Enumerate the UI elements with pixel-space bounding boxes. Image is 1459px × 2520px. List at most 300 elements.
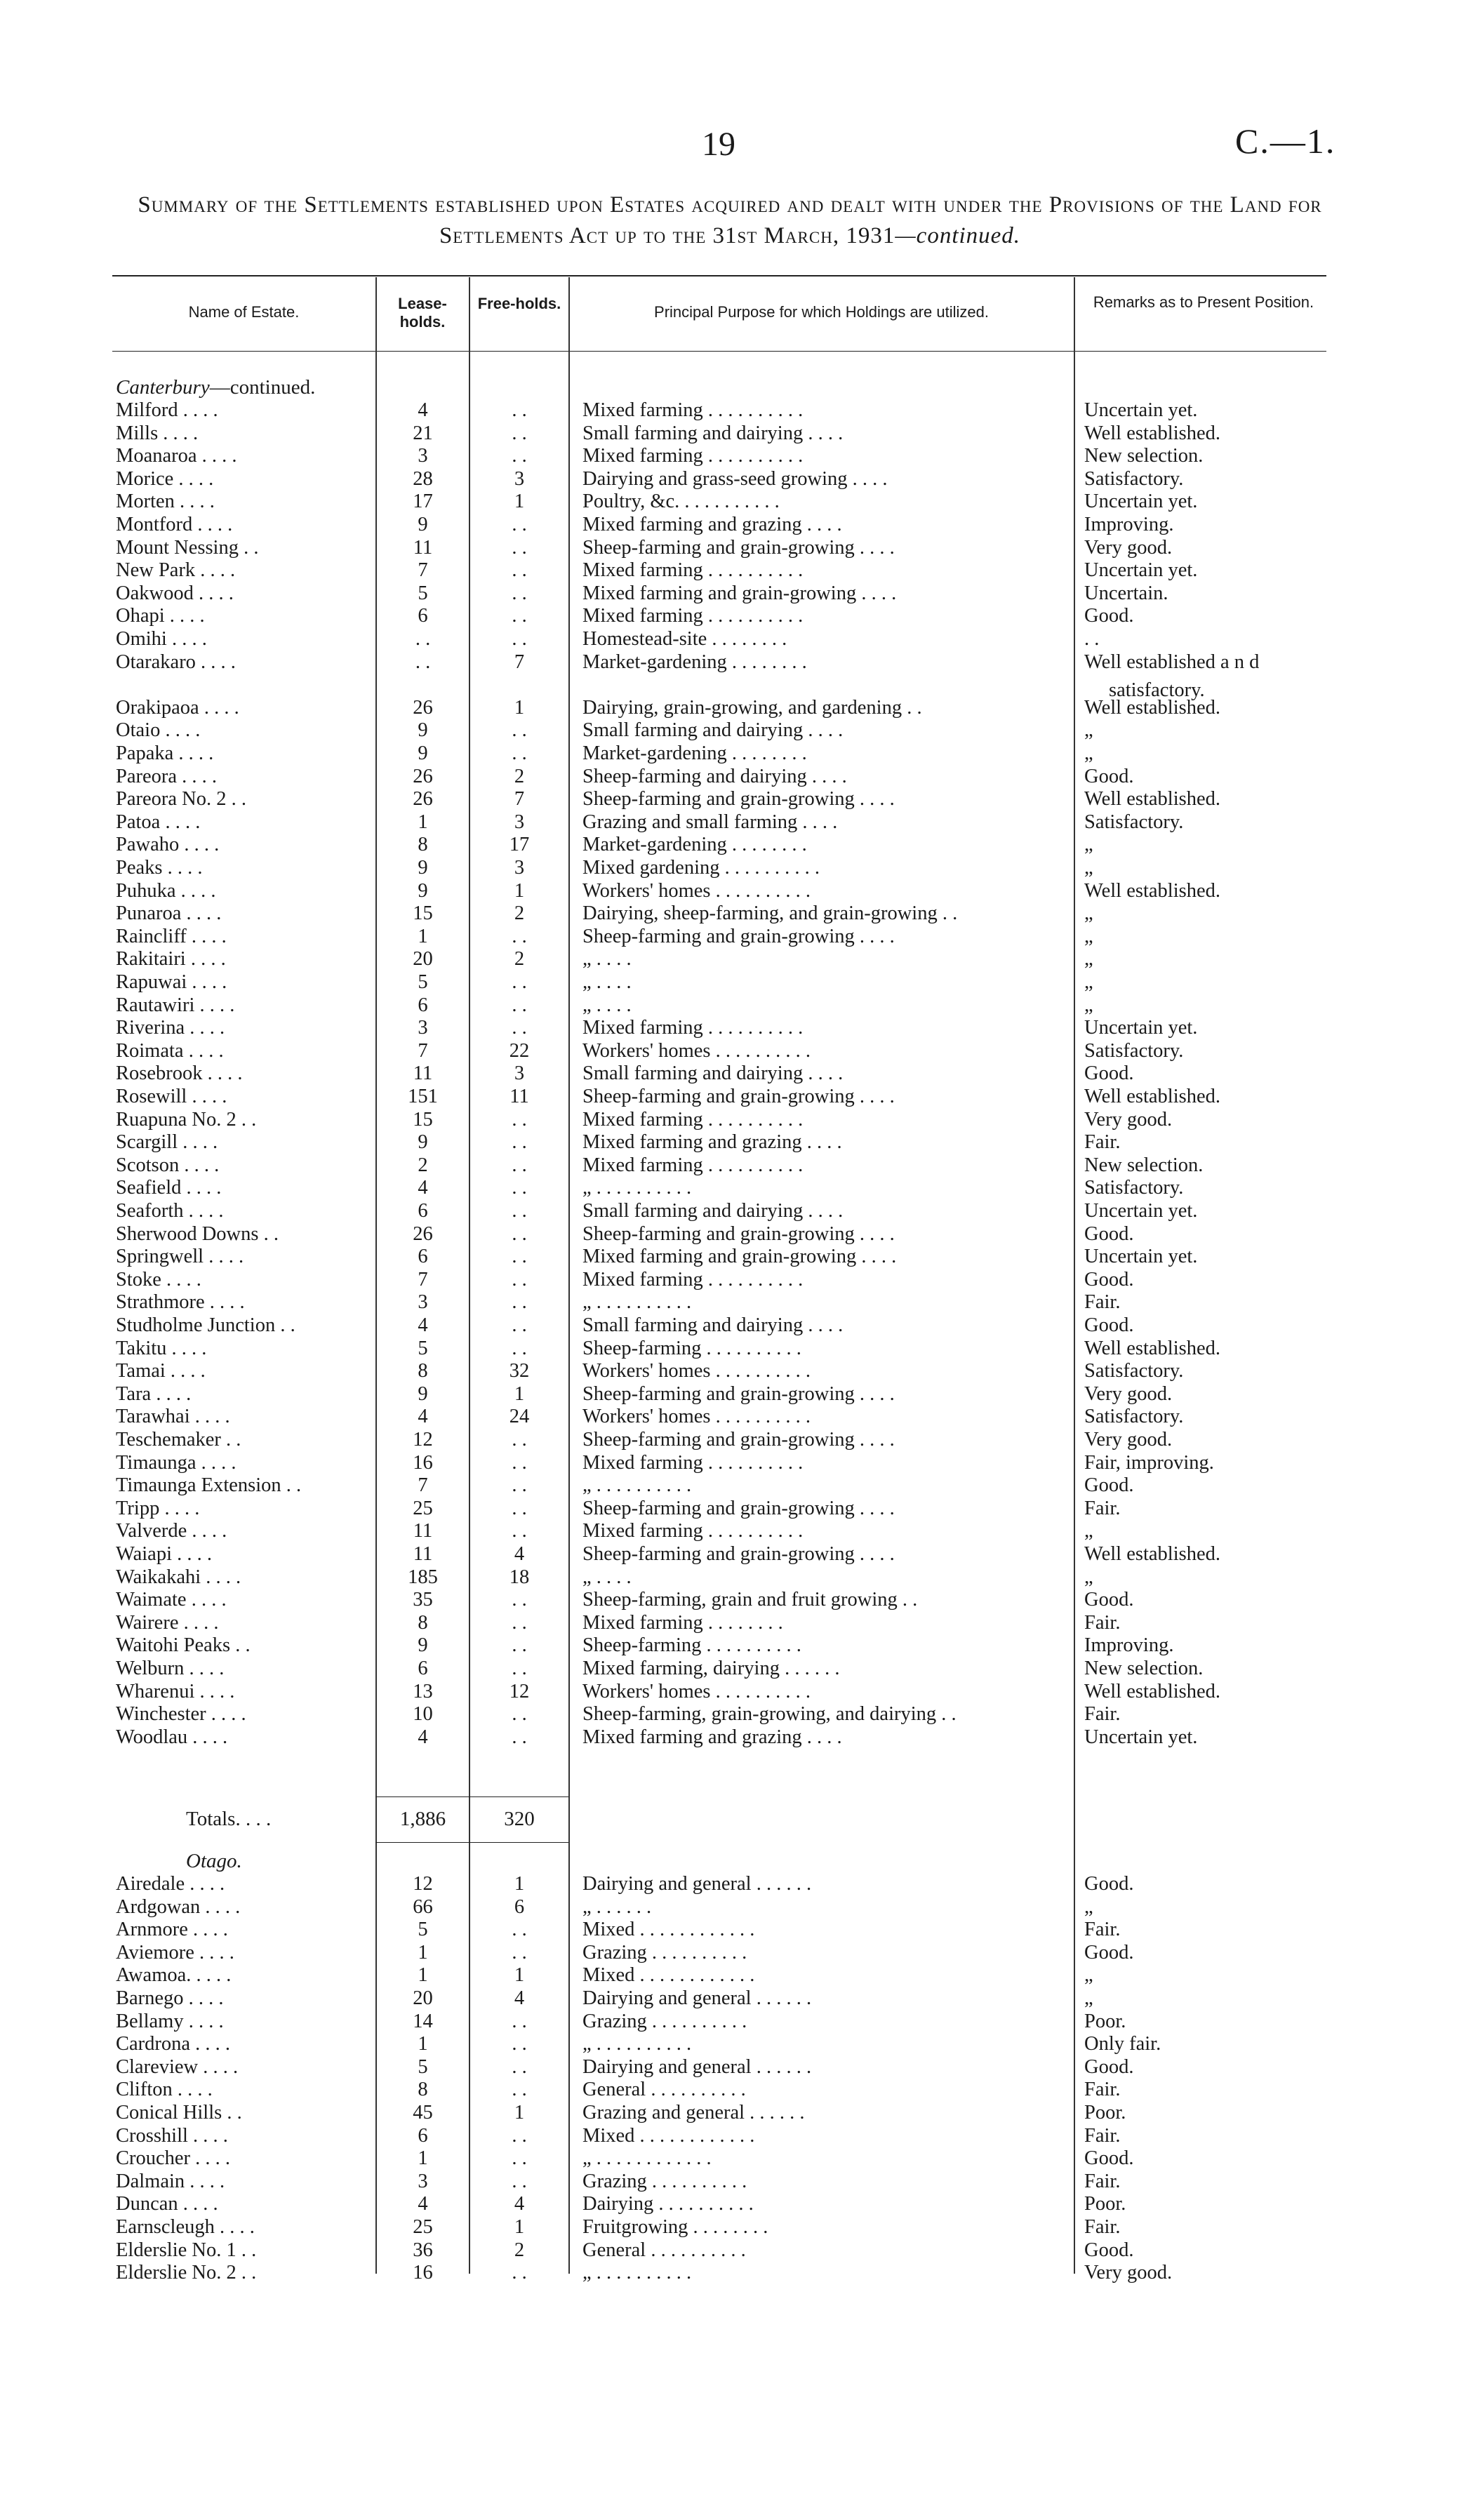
present-position-remark: Improving.	[1084, 514, 1174, 535]
freeholds-count: 3	[514, 1062, 525, 1085]
principal-purpose: Mixed farming . . . . . . . . . .	[582, 559, 804, 582]
present-position-remark: Satisfactory.	[1084, 1360, 1184, 1382]
freeholds-count: . .	[512, 628, 527, 650]
freeholds-count: 1	[514, 2102, 525, 2124]
leaseholds-count: 3	[418, 1017, 428, 1039]
present-position-remark: Fair.	[1084, 2124, 1121, 2147]
freeholds-count: . .	[512, 1726, 527, 1748]
freeholds-count: . .	[512, 514, 527, 535]
present-position-remark: Very good.	[1084, 2262, 1173, 2284]
estate-name: Mills . . . .	[116, 422, 199, 444]
estate-name: Roimata . . . .	[116, 1039, 224, 1062]
estate-name: Crosshill . . . .	[116, 2124, 228, 2147]
present-position-remark: Good.	[1084, 1873, 1134, 1895]
principal-purpose: Grazing . . . . . . . . . .	[582, 1941, 747, 1964]
freeholds-count: . .	[512, 1291, 527, 1314]
estate-name: Montford . . . .	[116, 514, 233, 535]
freeholds-count: 3	[514, 857, 525, 879]
estate-name: Tarawhai . . . .	[116, 1406, 230, 1428]
freeholds-count: . .	[512, 1474, 527, 1497]
freeholds-count: . .	[512, 1497, 527, 1519]
remark-continuation: satisfactory.	[1109, 679, 1205, 701]
leaseholds-count: 1	[418, 2147, 428, 2170]
freeholds-count: . .	[512, 536, 527, 559]
present-position-remark: Good.	[1084, 1941, 1134, 1964]
present-position-remark: Fair.	[1084, 2216, 1121, 2238]
header-freeholds: Free-holds.	[477, 295, 561, 312]
leaseholds-count: 8	[418, 834, 428, 856]
present-position-remark: Very good.	[1084, 536, 1173, 559]
leaseholds-count: 5	[418, 582, 428, 604]
leaseholds-count: 26	[413, 696, 433, 719]
principal-purpose: „ . . . .	[582, 1566, 632, 1588]
principal-purpose: Sheep-farming . . . . . . . . . .	[582, 1634, 801, 1657]
estate-name: Rosewill . . . .	[116, 1086, 227, 1107]
estate-name: Timaunga Extension . .	[116, 1474, 302, 1497]
leaseholds-count: 10	[413, 1703, 433, 1726]
principal-purpose: Mixed farming . . . . . . . .	[582, 1611, 783, 1634]
principal-purpose: Dairying, grain-growing, and gardening . .	[582, 696, 922, 719]
estate-name: Oakwood . . . .	[116, 582, 234, 604]
estate-name: Takitu . . . .	[116, 1337, 207, 1359]
leaseholds-count: 11	[413, 1520, 433, 1542]
present-position-remark: New selection.	[1084, 1658, 1204, 1679]
freeholds-count: . .	[512, 2147, 527, 2170]
principal-purpose: „ . . . . . . . . . .	[582, 1474, 692, 1497]
freeholds-count: . .	[512, 1222, 527, 1245]
leaseholds-count: 25	[413, 2216, 433, 2238]
freeholds-count: . .	[512, 1154, 527, 1176]
freeholds-count: . .	[512, 2124, 527, 2147]
leaseholds-count: 11	[413, 1543, 433, 1565]
leaseholds-count: 1	[418, 1964, 428, 1987]
header-remarks: Remarks as to Present Position.	[1093, 293, 1314, 311]
present-position-remark: „	[1084, 948, 1093, 971]
principal-purpose: Sheep-farming, grain and fruit growing . .	[582, 1589, 918, 1611]
principal-purpose: „ . . . . . . . . . .	[582, 1177, 692, 1199]
present-position-remark: Uncertain yet.	[1084, 559, 1198, 582]
principal-purpose: Market-gardening . . . . . . . .	[582, 742, 807, 764]
present-position-remark: Well established.	[1084, 1086, 1220, 1107]
estate-name: Rapuwai . . . .	[116, 971, 227, 993]
estate-name: Waiapi . . . .	[116, 1543, 213, 1565]
leaseholds-count: 1	[418, 925, 428, 947]
column-divider-3	[568, 277, 570, 2274]
present-position-remark: Uncertain.	[1084, 582, 1168, 604]
leaseholds-count: 9	[418, 1634, 428, 1657]
leaseholds-count: 7	[418, 1039, 428, 1062]
principal-purpose: Mixed farming . . . . . . . . . .	[582, 399, 804, 421]
present-position-remark: Satisfactory.	[1084, 811, 1184, 833]
present-position-remark: „	[1084, 1895, 1093, 1918]
leaseholds-count: 6	[418, 2124, 428, 2147]
section-heading-otago	[186, 1850, 242, 1873]
leaseholds-count: 17	[413, 491, 433, 513]
present-position-remark: Well established.	[1084, 788, 1220, 811]
freeholds-count: . .	[512, 994, 527, 1016]
present-position-remark: Well established.	[1084, 696, 1220, 719]
estate-name: Scotson . . . .	[116, 1154, 220, 1176]
present-position-remark: Poor.	[1084, 2010, 1126, 2032]
principal-purpose: Sheep-farming, grain-growing, and dairying . .	[582, 1703, 957, 1726]
principal-purpose: Mixed . . . . . . . . . . . .	[582, 1964, 755, 1987]
leaseholds-count: 9	[418, 857, 428, 879]
estate-name: Patoa . . . .	[116, 811, 201, 833]
freeholds-count: 1	[514, 491, 525, 513]
freeholds-count: . .	[512, 742, 527, 764]
present-position-remark: „	[1084, 1964, 1093, 1987]
freeholds-count: . .	[512, 1634, 527, 1657]
totals-label: Totals. . . .	[186, 1808, 272, 1830]
estate-name: Puhuka . . . .	[116, 879, 216, 902]
leaseholds-count: 9	[418, 719, 428, 742]
leaseholds-count: 26	[413, 788, 433, 811]
principal-purpose: Mixed farming . . . . . . . . . .	[582, 1520, 804, 1542]
principal-purpose: Mixed farming . . . . . . . . . .	[582, 605, 804, 627]
leaseholds-count: 5	[418, 1919, 428, 1941]
leaseholds-count: 8	[418, 1360, 428, 1382]
estate-name: Tara . . . .	[116, 1382, 192, 1405]
freeholds-count: . .	[512, 1451, 527, 1474]
section-heading-canterbury	[116, 376, 315, 399]
estate-name: Woodlau . . . .	[116, 1726, 228, 1748]
principal-purpose: Sheep-farming and grain-growing . . . .	[582, 536, 895, 559]
freeholds-count: . .	[512, 2055, 527, 2078]
estate-name: Winchester . . . .	[116, 1703, 246, 1726]
principal-purpose: Workers' homes . . . . . . . . . .	[582, 1680, 811, 1702]
estate-name: Clareview . . . .	[116, 2055, 239, 2078]
leaseholds-count: 185	[408, 1566, 438, 1588]
principal-purpose: „ . . . . . . . . . .	[582, 2033, 692, 2055]
present-position-remark: Uncertain yet.	[1084, 399, 1198, 421]
leaseholds-count: 4	[418, 399, 428, 421]
leaseholds-count: 15	[413, 902, 433, 925]
leaseholds-count: 9	[418, 514, 428, 535]
leaseholds-count: 6	[418, 605, 428, 627]
principal-purpose: „ . . . . . . . . . .	[582, 1291, 692, 1314]
principal-purpose: Poultry, &c. . . . . . . . . . .	[582, 491, 780, 513]
present-position-remark: Very good.	[1084, 1382, 1173, 1405]
present-position-remark: „	[1084, 1520, 1093, 1542]
freeholds-count: . .	[512, 1246, 527, 1268]
present-position-remark: Fair.	[1084, 2079, 1121, 2101]
leaseholds-count: 45	[413, 2102, 433, 2124]
leaseholds-count: 14	[413, 2010, 433, 2032]
principal-purpose: Sheep-farming and grain-growing . . . .	[582, 1543, 895, 1565]
principal-purpose: Mixed farming . . . . . . . . . .	[582, 1268, 804, 1291]
estate-name: Raincliff . . . .	[116, 925, 227, 947]
estate-name: Croucher . . . .	[116, 2147, 231, 2170]
present-position-remark: Uncertain yet.	[1084, 1246, 1198, 1268]
section-title: Otago.	[186, 1850, 242, 1872]
estate-name: Aviemore . . . .	[116, 1941, 234, 1964]
present-position-remark: Only fair.	[1084, 2033, 1161, 2055]
freeholds-count: . .	[512, 1337, 527, 1359]
leaseholds-count: 9	[418, 742, 428, 764]
estate-name: Seaforth . . . .	[116, 1200, 224, 1222]
estate-name: Waikakahi . . . .	[116, 1566, 241, 1588]
leaseholds-count: 6	[418, 1658, 428, 1679]
estate-name: Punaroa . . . .	[116, 902, 222, 925]
present-position-remark: Good.	[1084, 605, 1134, 627]
leaseholds-count: . .	[415, 628, 431, 650]
present-position-remark: „	[1084, 719, 1093, 742]
freeholds-count: . .	[512, 605, 527, 627]
freeholds-count: 24	[509, 1406, 530, 1428]
estate-name: Ruapuna No. 2 . .	[116, 1108, 257, 1131]
principal-purpose: Fruitgrowing . . . . . . . .	[582, 2216, 768, 2238]
freeholds-count: . .	[512, 422, 527, 444]
freeholds-count: . .	[512, 719, 527, 742]
present-position-remark: New selection.	[1084, 1154, 1204, 1176]
freeholds-count: 1	[514, 879, 525, 902]
leaseholds-count: 2	[418, 1154, 428, 1176]
principal-purpose: Grazing and small farming . . . .	[582, 811, 838, 833]
estate-name: Studholme Junction . .	[116, 1314, 295, 1336]
estate-name: Peaks . . . .	[116, 857, 203, 879]
leaseholds-count: 20	[413, 1987, 433, 2009]
present-position-remark: Uncertain yet.	[1084, 1017, 1198, 1039]
freeholds-count: 1	[514, 1382, 525, 1405]
present-position-remark: „	[1084, 994, 1093, 1016]
estate-name: Sherwood Downs . .	[116, 1222, 279, 1245]
estate-name: Morten . . . .	[116, 491, 215, 513]
leaseholds-count: 151	[408, 1086, 438, 1107]
leaseholds-count: 4	[418, 1406, 428, 1428]
totals-bottom-rule	[375, 1842, 568, 1843]
freeholds-count: 1	[514, 696, 525, 719]
leaseholds-count: 11	[413, 536, 433, 559]
present-position-remark: Fair.	[1084, 1611, 1121, 1634]
estate-name: Tamai . . . .	[116, 1360, 206, 1382]
freeholds-count: . .	[512, 1108, 527, 1131]
freeholds-count: . .	[512, 1268, 527, 1291]
freeholds-count: . .	[512, 1131, 527, 1154]
principal-purpose: General . . . . . . . . . .	[582, 2079, 746, 2101]
present-position-remark: Satisfactory.	[1084, 1177, 1184, 1199]
leaseholds-count: 5	[418, 1337, 428, 1359]
principal-purpose: Small farming and dairying . . . .	[582, 1062, 844, 1085]
principal-purpose: Mixed . . . . . . . . . . . .	[582, 2124, 755, 2147]
present-position-remark: Fair.	[1084, 2170, 1121, 2192]
principal-purpose: Mixed gardening . . . . . . . . . .	[582, 857, 820, 879]
leaseholds-count: 7	[418, 1474, 428, 1497]
freeholds-count: 11	[509, 1086, 529, 1107]
principal-purpose: Dairying . . . . . . . . . .	[582, 2193, 754, 2215]
principal-purpose: Small farming and dairying . . . .	[582, 1200, 844, 1222]
freeholds-count: . .	[512, 559, 527, 582]
present-position-remark: „	[1084, 1566, 1093, 1588]
present-position-remark: „	[1084, 857, 1093, 879]
header-name: Name of Estate.	[188, 303, 300, 321]
freeholds-count: . .	[512, 2010, 527, 2032]
principal-purpose: Grazing and general . . . . . .	[582, 2102, 805, 2124]
header-purpose: Principal Purpose for which Holdings are utilized.	[654, 303, 989, 321]
freeholds-count: . .	[512, 1611, 527, 1634]
estate-name: Springwell . . . .	[116, 1246, 244, 1268]
freeholds-count: 1	[514, 2216, 525, 2238]
freeholds-count: . .	[512, 1658, 527, 1679]
leaseholds-count: 9	[418, 879, 428, 902]
estate-name: Waitohi Peaks . .	[116, 1634, 251, 1657]
estate-name: Stoke . . . .	[116, 1268, 201, 1291]
leaseholds-count: 9	[418, 1382, 428, 1405]
leaseholds-count: 8	[418, 2079, 428, 2101]
present-position-remark: „	[1084, 925, 1093, 947]
principal-purpose: Workers' homes . . . . . . . . . .	[582, 879, 811, 902]
leaseholds-count: 66	[413, 1895, 433, 1918]
leaseholds-count: 16	[413, 1451, 433, 1474]
freeholds-count: . .	[512, 399, 527, 421]
present-position-remark: Good.	[1084, 2147, 1134, 2170]
estate-name: Awamoa. . . . .	[116, 1964, 232, 1987]
freeholds-count: . .	[512, 1941, 527, 1964]
estate-name: Scargill . . . .	[116, 1131, 218, 1154]
present-position-remark: Good.	[1084, 765, 1134, 787]
estate-name: Elderslie No. 2 . .	[116, 2262, 257, 2284]
principal-purpose: Mixed . . . . . . . . . . . .	[582, 1919, 755, 1941]
principal-purpose: Mixed farming and grain-growing . . . .	[582, 1246, 897, 1268]
principal-purpose: Sheep-farming and grain-growing . . . .	[582, 1497, 895, 1519]
principal-purpose: „ . . . . . .	[582, 1895, 652, 1918]
leaseholds-count: 3	[418, 2170, 428, 2192]
estate-name: Timaunga . . . .	[116, 1451, 236, 1474]
principal-purpose: Sheep-farming . . . . . . . . . .	[582, 1337, 801, 1359]
present-position-remark: Uncertain yet.	[1084, 491, 1198, 513]
estate-name: Tripp . . . .	[116, 1497, 200, 1519]
principal-purpose: „ . . . . . . . . . .	[582, 2262, 692, 2284]
freeholds-count: 1	[514, 1964, 525, 1987]
principal-purpose: „ . . . .	[582, 948, 632, 971]
header-leaseholds: Lease-holds.	[398, 295, 447, 331]
principal-purpose: Small farming and dairying . . . .	[582, 1314, 844, 1336]
title-suffix: —continued.	[895, 223, 1021, 248]
present-position-remark: Uncertain yet.	[1084, 1726, 1198, 1748]
freeholds-count: 2	[514, 765, 525, 787]
present-position-remark: Good.	[1084, 1589, 1134, 1611]
present-position-remark: . .	[1084, 628, 1100, 650]
leaseholds-count: 6	[418, 1200, 428, 1222]
estate-name: Rautawiri . . . .	[116, 994, 235, 1016]
freeholds-count: 7	[514, 651, 525, 673]
principal-purpose: Sheep-farming and grain-growing . . . .	[582, 1382, 895, 1405]
freeholds-count: . .	[512, 2262, 527, 2284]
leaseholds-count: 3	[418, 1291, 428, 1314]
principal-purpose: Dairying and grass-seed growing . . . .	[582, 467, 888, 490]
present-position-remark: Good.	[1084, 2239, 1134, 2261]
leaseholds-count: 25	[413, 1497, 433, 1519]
leaseholds-count: 13	[413, 1680, 433, 1702]
leaseholds-count: 35	[413, 1589, 433, 1611]
freeholds-count: 6	[514, 1895, 525, 1918]
present-position-remark: „	[1084, 834, 1093, 856]
principal-purpose: Dairying and general . . . . . .	[582, 1873, 812, 1895]
freeholds-count: . .	[512, 582, 527, 604]
estate-name: Cardrona . . . .	[116, 2033, 231, 2055]
leaseholds-count: 36	[413, 2239, 433, 2261]
freeholds-count: 4	[514, 2193, 525, 2215]
page-code: C.—1.	[1235, 121, 1336, 161]
leaseholds-count: 4	[418, 1177, 428, 1199]
estate-name: Pareora No. 2 . .	[116, 788, 246, 811]
leaseholds-count: 1	[418, 811, 428, 833]
present-position-remark: Satisfactory.	[1084, 467, 1184, 490]
freeholds-count: . .	[512, 2033, 527, 2055]
principal-purpose: Workers' homes . . . . . . . . . .	[582, 1360, 811, 1382]
principal-purpose: Sheep-farming and grain-growing . . . .	[582, 1222, 895, 1245]
freeholds-count: 3	[514, 467, 525, 490]
leaseholds-count: 15	[413, 1108, 433, 1131]
present-position-remark: „	[1084, 971, 1093, 993]
present-position-remark: Well established.	[1084, 879, 1220, 902]
principal-purpose: Mixed farming . . . . . . . . . .	[582, 1017, 804, 1039]
principal-purpose: Mixed farming and grain-growing . . . .	[582, 582, 897, 604]
present-position-remark: Good.	[1084, 2055, 1134, 2078]
freeholds-count: 17	[509, 834, 530, 856]
present-position-remark: Poor.	[1084, 2193, 1126, 2215]
section-suffix: —continued.	[209, 376, 316, 399]
leaseholds-count: 28	[413, 467, 433, 490]
leaseholds-count: 4	[418, 2193, 428, 2215]
principal-purpose: Mixed farming . . . . . . . . . .	[582, 1451, 804, 1474]
freeholds-count: . .	[512, 1177, 527, 1199]
present-position-remark: Good.	[1084, 1062, 1134, 1085]
principal-purpose: Small farming and dairying . . . .	[582, 422, 844, 444]
present-position-remark: Uncertain yet.	[1084, 1200, 1198, 1222]
principal-purpose: Grazing . . . . . . . . . .	[582, 2170, 747, 2192]
title-main: Summary of the Settlements established upon Estates acquired and dealt with under the Provisions of the Land for Settlements Act up to the 31st March, 1931	[138, 192, 1322, 248]
estate-name: Papaka . . . .	[116, 742, 214, 764]
estate-name: Otarakaro . . . .	[116, 651, 236, 673]
column-divider-4	[1074, 277, 1075, 2274]
estate-name: Bellamy . . . .	[116, 2010, 224, 2032]
estate-name: Airedale . . . .	[116, 1873, 225, 1895]
leaseholds-count: 7	[418, 1268, 428, 1291]
principal-purpose: Market-gardening . . . . . . . .	[582, 834, 807, 856]
freeholds-count: 32	[509, 1360, 530, 1382]
estate-name: Earnscleugh . . . .	[116, 2216, 255, 2238]
present-position-remark: Fair.	[1084, 1703, 1121, 1726]
present-position-remark: Improving.	[1084, 1634, 1174, 1657]
freeholds-count: 2	[514, 2239, 525, 2261]
principal-purpose: „ . . . .	[582, 994, 632, 1016]
freeholds-count: . .	[512, 1314, 527, 1336]
estate-name: Seafield . . . .	[116, 1177, 222, 1199]
freeholds-count: 12	[509, 1680, 530, 1702]
estate-name: Orakipaoa . . . .	[116, 696, 239, 719]
leaseholds-count: 5	[418, 971, 428, 993]
principal-purpose: Sheep-farming and dairying . . . .	[582, 765, 847, 787]
freeholds-count: . .	[512, 971, 527, 993]
present-position-remark: Fair.	[1084, 1919, 1121, 1941]
principal-purpose: Grazing . . . . . . . . . .	[582, 2010, 747, 2032]
principal-purpose: Mixed farming . . . . . . . . . .	[582, 1154, 804, 1176]
estate-name: Conical Hills . .	[116, 2102, 242, 2124]
estate-name: Rosebrook . . . .	[116, 1062, 243, 1085]
estate-name: Waimate . . . .	[116, 1589, 227, 1611]
present-position-remark: Good.	[1084, 1222, 1134, 1245]
principal-purpose: Homestead-site . . . . . . . .	[582, 628, 787, 650]
leaseholds-count: 1	[418, 2033, 428, 2055]
estate-name: Wairere . . . .	[116, 1611, 219, 1634]
freeholds-count: 2	[514, 948, 525, 971]
leaseholds-count: 8	[418, 1611, 428, 1634]
present-position-remark: Well established.	[1084, 1680, 1220, 1702]
leaseholds-count: 5	[418, 2055, 428, 2078]
leaseholds-count: 4	[418, 1314, 428, 1336]
table-header-rule	[112, 351, 1326, 352]
principal-purpose: Sheep-farming and grain-growing . . . .	[582, 788, 895, 811]
